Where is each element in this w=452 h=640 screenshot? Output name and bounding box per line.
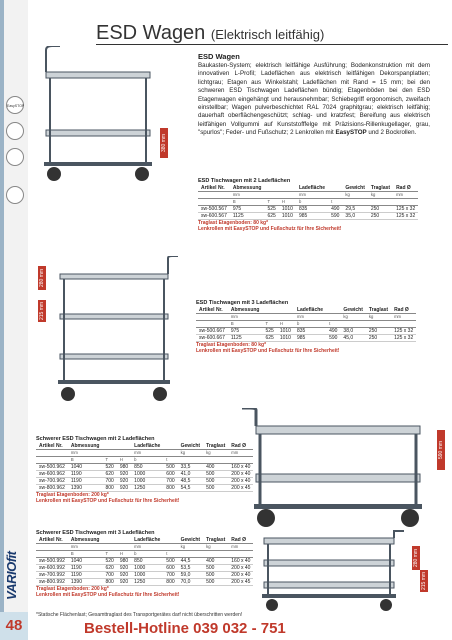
col-header: Gewicht bbox=[178, 537, 203, 544]
cell: 250 bbox=[368, 206, 393, 213]
table-subheader-row bbox=[198, 199, 418, 206]
cell: 520 bbox=[102, 464, 116, 471]
cell: 800 bbox=[163, 485, 177, 492]
cell: 920 bbox=[117, 565, 131, 572]
col-header: Traglast bbox=[203, 443, 228, 450]
table-row bbox=[36, 579, 253, 586]
product-image-cart-2 bbox=[54, 256, 184, 406]
description-tail: und 2 Bockrollen. bbox=[368, 129, 417, 137]
col-header: Traglast bbox=[366, 307, 391, 314]
unit-cell: mm bbox=[68, 544, 103, 551]
cell: 800 bbox=[102, 485, 116, 492]
cell: 625 bbox=[262, 335, 276, 342]
cell: 1125 bbox=[228, 335, 263, 342]
cell: 1010 bbox=[277, 328, 294, 335]
description-body: Baukasten-System; elektrisch leitfähige Ausführung; Bodenkonstruktion mit dem innovativen L-Profil; Ladeflächen aus elektrisch leitfähigen Dekorspanplatten; lichtgrau; Etagen aus Winkelstahl; Ladeflächen mit Rand = 15 mm; bei den schweren ESD Tischwagen Ladeflächen bündig; Etagenböden bei den ESD Etagenwagen eingehängt und herausnehmbar; Schiebegriff ergonomisch, zweifach einstellbar; Wagen pulverbeschichtet RAL 7024 graphitgrau; elektrisch leitfähig; dauerhaft oberflächengeschützt; schlag- und kratzfest; Bereifung aus elektrisch leitfähigen Vollgummi auf Kunststofffelge mit Präzisions-Rillenkugellager, grau, "spurlos"; Feder- und Fußschutz; 2 Lenkrollen mit bbox=[198, 62, 430, 137]
unit-cell bbox=[264, 192, 278, 199]
cell: 1000 bbox=[131, 471, 163, 478]
unit-cell: mm bbox=[296, 192, 328, 199]
cell: 41,0 bbox=[178, 471, 203, 478]
cell: 33,5 bbox=[178, 464, 203, 471]
cell: 250 bbox=[366, 335, 391, 342]
unit-cell bbox=[277, 314, 294, 321]
cell: 70,0 bbox=[178, 579, 203, 586]
table-units-row bbox=[198, 192, 418, 199]
col-header: Abmessung bbox=[68, 443, 103, 450]
cell-article: sw-500.667 bbox=[196, 328, 228, 335]
sub-cell: t bbox=[326, 321, 340, 328]
unit-cell: mm bbox=[131, 544, 163, 551]
cell: 1190 bbox=[68, 572, 103, 579]
col-header: Gewicht bbox=[340, 307, 365, 314]
cell: 850 bbox=[131, 464, 163, 471]
description-text bbox=[198, 62, 430, 138]
cell: 490 bbox=[326, 328, 340, 335]
sub-cell bbox=[196, 321, 228, 328]
unit-cell: kg bbox=[340, 314, 365, 321]
table-note: Lenkrollen mit EasySTOP und Fußschutz für Ihre Sicherheit! bbox=[198, 226, 342, 232]
cell-article: sw-800.992 bbox=[36, 579, 68, 586]
sub-cell: b bbox=[296, 199, 328, 206]
cell: 600 bbox=[163, 565, 177, 572]
table-row bbox=[198, 213, 418, 220]
cell: 625 bbox=[264, 213, 278, 220]
sub-cell: H bbox=[277, 321, 294, 328]
brand-logo: VARIOfit bbox=[4, 551, 19, 600]
page-title bbox=[96, 22, 324, 45]
unit-cell: kg bbox=[178, 450, 203, 457]
col-header: Ladefläche bbox=[131, 443, 163, 450]
sub-cell: H bbox=[117, 551, 131, 558]
cell: 1190 bbox=[68, 478, 103, 485]
col-header: Abmessung bbox=[230, 185, 265, 192]
cell: 48,5 bbox=[178, 478, 203, 485]
cell: 700 bbox=[163, 572, 177, 579]
order-hotline: Bestell-Hotline 039 032 - 751 bbox=[84, 620, 286, 637]
sub-cell: B bbox=[230, 199, 265, 206]
cell: 520 bbox=[102, 558, 116, 565]
table-note: Traglast Etagenboden: 80 kg* bbox=[198, 220, 269, 226]
cell-article: sw-600.567 bbox=[198, 213, 230, 220]
unit-cell: kg bbox=[203, 450, 228, 457]
cell: 985 bbox=[294, 335, 326, 342]
cell: 850 bbox=[131, 558, 163, 565]
sub-cell bbox=[178, 457, 203, 464]
spec-table bbox=[36, 537, 253, 586]
cell: 1390 bbox=[68, 485, 103, 492]
table-schwer-3 bbox=[36, 530, 253, 598]
product-image-cart-4 bbox=[250, 530, 410, 612]
table-row bbox=[36, 558, 253, 565]
cell: 620 bbox=[102, 565, 116, 572]
col-header: Ladefläche bbox=[131, 537, 163, 544]
table-units-row bbox=[36, 450, 253, 457]
dimension-label: 590 mm bbox=[437, 430, 445, 470]
sub-cell bbox=[198, 199, 230, 206]
table-subheader-row bbox=[196, 321, 416, 328]
cell: 525 bbox=[264, 206, 278, 213]
cell: 525 bbox=[262, 328, 276, 335]
cell: 920 bbox=[117, 485, 131, 492]
unit-cell bbox=[102, 450, 116, 457]
cell: 980 bbox=[117, 464, 131, 471]
sub-cell: B bbox=[68, 457, 103, 464]
unit-cell bbox=[279, 192, 296, 199]
product-image-cart-3 bbox=[236, 408, 436, 528]
cell: 1000 bbox=[131, 565, 163, 572]
unit-cell bbox=[36, 450, 68, 457]
table-row bbox=[36, 565, 253, 572]
cell: 1010 bbox=[277, 335, 294, 342]
cell-article: sw-600.992 bbox=[36, 565, 68, 572]
cell: 1190 bbox=[68, 471, 103, 478]
table-note: Traglast Etagenboden: 200 kg* bbox=[36, 492, 109, 498]
unit-cell: mm bbox=[68, 450, 103, 457]
cell: 500 bbox=[203, 565, 228, 572]
spec-table bbox=[198, 185, 418, 220]
table-row bbox=[36, 471, 253, 478]
unit-cell bbox=[36, 544, 68, 551]
table-row bbox=[36, 464, 253, 471]
cell: 38,0 bbox=[340, 328, 365, 335]
unit-cell bbox=[198, 192, 230, 199]
unit-cell: mm bbox=[391, 314, 416, 321]
cell: 29,5 bbox=[342, 206, 367, 213]
cell: 500 bbox=[163, 464, 177, 471]
table-schwer-2 bbox=[36, 436, 253, 504]
cell-article: sw-600.962 bbox=[36, 471, 68, 478]
sub-cell bbox=[342, 199, 367, 206]
product-image-cart-1 bbox=[38, 46, 158, 186]
dimension-label: 280 mm bbox=[38, 266, 46, 290]
dimension-label: 215 mm bbox=[39, 301, 45, 321]
cell: 200 x 40 bbox=[228, 478, 253, 485]
cart-2-shelves-drawing bbox=[38, 46, 158, 186]
unit-cell: mm bbox=[230, 192, 265, 199]
table-row bbox=[196, 328, 416, 335]
table-note: Lenkrollen mit EasySTOP und Fußschutz für Ihre Sicherheit! bbox=[196, 348, 340, 354]
heavy-cart-3-shelves-drawing bbox=[250, 530, 410, 612]
cell: 800 bbox=[102, 579, 116, 586]
cell: 920 bbox=[117, 471, 131, 478]
cell: 590 bbox=[326, 335, 340, 342]
cell: 980 bbox=[117, 558, 131, 565]
cell: 1000 bbox=[131, 572, 163, 579]
cell: 1010 bbox=[279, 206, 296, 213]
col-header: Traglast bbox=[203, 537, 228, 544]
table-title: ESD Tischwagen mit 2 Ladeflächen bbox=[198, 178, 291, 184]
table-note: Traglast Etagenboden: 80 kg* bbox=[196, 342, 267, 348]
dimension-label: 380 mm bbox=[160, 128, 168, 158]
unit-cell bbox=[326, 314, 340, 321]
sub-cell bbox=[203, 551, 228, 558]
cell: 1250 bbox=[131, 485, 163, 492]
cell: 500 bbox=[203, 485, 228, 492]
table-subheader-row bbox=[36, 457, 253, 464]
cell: 125 x 32 bbox=[391, 328, 416, 335]
sub-cell bbox=[366, 321, 391, 328]
col-header: Abmessung bbox=[228, 307, 263, 314]
col-header: Rad Ø bbox=[391, 307, 416, 314]
col-header: Rad Ø bbox=[393, 185, 418, 192]
puzzle-badge-icon bbox=[6, 186, 24, 204]
cell: 500 bbox=[203, 572, 228, 579]
cell: 490 bbox=[328, 206, 342, 213]
col-header: Artikel Nr. bbox=[198, 185, 230, 192]
sub-cell: b bbox=[131, 551, 163, 558]
cell: 125 x 32 bbox=[393, 206, 418, 213]
cell: 800 bbox=[163, 579, 177, 586]
unit-cell: kg bbox=[203, 544, 228, 551]
col-header: Ladefläche bbox=[296, 185, 328, 192]
cell: 500 bbox=[203, 478, 228, 485]
table-note: Lenkrollen mit EasySTOP und Fußschutz für Ihre Sicherheit! bbox=[36, 498, 180, 504]
table-row bbox=[196, 335, 416, 342]
cell-article: sw-500.962 bbox=[36, 464, 68, 471]
cell: 700 bbox=[102, 478, 116, 485]
unit-cell: kg bbox=[342, 192, 367, 199]
table-note: Traglast Etagenboden: 200 kg* bbox=[36, 586, 109, 592]
title-subtitle: (Elektrisch leitfähig) bbox=[210, 27, 325, 42]
table-row bbox=[36, 572, 253, 579]
table-units-row bbox=[196, 314, 416, 321]
unit-cell: mm bbox=[131, 450, 163, 457]
sub-cell bbox=[391, 321, 416, 328]
cell: 200 x 40 bbox=[228, 471, 253, 478]
cell: 160 x 40 bbox=[228, 464, 253, 471]
sub-cell: B bbox=[228, 321, 263, 328]
cell: 160 x 40 bbox=[228, 558, 253, 565]
table-note: Lenkrollen mit EasySTOP und Fußschutz für Ihre Sicherheit! bbox=[36, 592, 180, 598]
easystop-badge-icon: EasySTOP bbox=[6, 96, 24, 114]
cell-article: sw-700.992 bbox=[36, 572, 68, 579]
cell: 1190 bbox=[68, 565, 103, 572]
cell: 1390 bbox=[68, 579, 103, 586]
table-tischwagen-3 bbox=[196, 300, 416, 354]
cell: 54,5 bbox=[178, 485, 203, 492]
cell-article: sw-600.667 bbox=[196, 335, 228, 342]
cell: 920 bbox=[117, 572, 131, 579]
cell: 1250 bbox=[131, 579, 163, 586]
sub-cell bbox=[36, 457, 68, 464]
cell: 1010 bbox=[279, 213, 296, 220]
col-header: Gewicht bbox=[342, 185, 367, 192]
cell: 35,0 bbox=[342, 213, 367, 220]
col-header: Gewicht bbox=[178, 443, 203, 450]
description-heading: ESD Wagen bbox=[198, 52, 240, 61]
col-header: Abmessung bbox=[68, 537, 103, 544]
table-row bbox=[36, 478, 253, 485]
cell: 920 bbox=[117, 478, 131, 485]
sub-cell bbox=[368, 199, 393, 206]
cell: 400 bbox=[203, 558, 228, 565]
cell: 700 bbox=[102, 572, 116, 579]
table-row bbox=[198, 206, 418, 213]
col-header: Artikel Nr. bbox=[196, 307, 228, 314]
cell: 700 bbox=[163, 478, 177, 485]
cell: 400 bbox=[203, 464, 228, 471]
dimension-label: 280 mm bbox=[412, 546, 420, 570]
sub-cell: T bbox=[102, 457, 116, 464]
unit-cell: kg bbox=[178, 544, 203, 551]
unit-cell bbox=[328, 192, 342, 199]
sub-cell: B bbox=[68, 551, 103, 558]
unit-cell bbox=[117, 544, 131, 551]
unit-cell: mm bbox=[228, 314, 263, 321]
cart-3-shelves-drawing bbox=[54, 256, 184, 406]
cell: 1040 bbox=[68, 558, 103, 565]
cell: 200 x 45 bbox=[228, 579, 253, 586]
col-header: Traglast bbox=[368, 185, 393, 192]
cell: 500 bbox=[203, 579, 228, 586]
cell-article: sw-500.992 bbox=[36, 558, 68, 565]
col-header: Rad Ø bbox=[228, 443, 253, 450]
sub-cell: b bbox=[131, 457, 163, 464]
cell: 59,0 bbox=[178, 572, 203, 579]
unit-cell bbox=[196, 314, 228, 321]
cell: 1000 bbox=[131, 478, 163, 485]
cell: 975 bbox=[228, 328, 263, 335]
cell: 125 x 32 bbox=[393, 213, 418, 220]
cell: 500 bbox=[203, 471, 228, 478]
cell: 920 bbox=[117, 579, 131, 586]
sub-cell: T bbox=[264, 199, 278, 206]
gs-seal-icon bbox=[6, 122, 24, 140]
cell: 835 bbox=[296, 206, 328, 213]
cell: 200 x 40 bbox=[228, 572, 253, 579]
sub-cell: b bbox=[294, 321, 326, 328]
cell: 620 bbox=[102, 471, 116, 478]
col-header: Ladefläche bbox=[294, 307, 326, 314]
cell: 1040 bbox=[68, 464, 103, 471]
cell: 975 bbox=[230, 206, 265, 213]
footnote: *Statische Flächenlast; Gesamttraglast des Transportgerätes darf nicht überschritten werden! bbox=[36, 612, 243, 618]
table-subheader-row bbox=[36, 551, 253, 558]
sub-cell: t bbox=[163, 457, 177, 464]
col-header: Rad Ø bbox=[228, 537, 253, 544]
sub-cell: H bbox=[117, 457, 131, 464]
cell: 600 bbox=[163, 471, 177, 478]
spec-table bbox=[36, 443, 253, 492]
sub-cell bbox=[393, 199, 418, 206]
table-units-row bbox=[36, 544, 253, 551]
sub-cell bbox=[178, 551, 203, 558]
sub-cell: T bbox=[262, 321, 276, 328]
spec-table bbox=[196, 307, 416, 342]
cell: 45,0 bbox=[340, 335, 365, 342]
title-rule bbox=[96, 44, 448, 45]
unit-cell: mm bbox=[228, 450, 253, 457]
easystop-emphasis: EasySTOP bbox=[335, 129, 367, 137]
unit-cell bbox=[163, 544, 177, 551]
unit-cell: mm bbox=[393, 192, 418, 199]
cell: 500 bbox=[163, 558, 177, 565]
unit-cell: kg bbox=[368, 192, 393, 199]
sub-cell bbox=[340, 321, 365, 328]
sub-cell bbox=[203, 457, 228, 464]
unit-cell bbox=[102, 544, 116, 551]
cell: 44,5 bbox=[178, 558, 203, 565]
cell: 250 bbox=[366, 328, 391, 335]
sub-cell: T bbox=[102, 551, 116, 558]
cell: 590 bbox=[328, 213, 342, 220]
unit-cell bbox=[262, 314, 276, 321]
col-header: Artikel Nr. bbox=[36, 443, 68, 450]
cell: 200 x 45 bbox=[228, 485, 253, 492]
cell-article: sw-500.567 bbox=[198, 206, 230, 213]
cell: 1125 bbox=[230, 213, 265, 220]
esd-seal-icon bbox=[6, 148, 24, 166]
sub-cell: H bbox=[279, 199, 296, 206]
unit-cell: mm bbox=[228, 544, 253, 551]
sub-cell: t bbox=[328, 199, 342, 206]
heavy-cart-2-shelves-drawing bbox=[236, 408, 436, 528]
cell: 125 x 32 bbox=[391, 335, 416, 342]
table-title: Schwerer ESD Tischwagen mit 3 Ladeflächen bbox=[36, 530, 155, 536]
dimension-label: 215 mm bbox=[421, 571, 427, 591]
page-number: 48 bbox=[0, 612, 28, 640]
cell: 53,5 bbox=[178, 565, 203, 572]
sub-cell: t bbox=[163, 551, 177, 558]
unit-cell bbox=[117, 450, 131, 457]
sub-cell bbox=[36, 551, 68, 558]
col-header: Artikel Nr. bbox=[36, 537, 68, 544]
cell: 200 x 40 bbox=[228, 565, 253, 572]
table-title: Schwerer ESD Tischwagen mit 2 Ladeflächen bbox=[36, 436, 155, 442]
cell: 250 bbox=[368, 213, 393, 220]
unit-cell: kg bbox=[366, 314, 391, 321]
unit-cell: mm bbox=[294, 314, 326, 321]
table-row bbox=[36, 485, 253, 492]
table-title: ESD Tischwagen mit 3 Ladeflächen bbox=[196, 300, 289, 306]
title-main: ESD Wagen bbox=[96, 22, 206, 44]
cell-article: sw-800.962 bbox=[36, 485, 68, 492]
cell-article: sw-700.962 bbox=[36, 478, 68, 485]
cell: 985 bbox=[296, 213, 328, 220]
cell: 835 bbox=[294, 328, 326, 335]
unit-cell bbox=[163, 450, 177, 457]
table-tischwagen-2 bbox=[198, 178, 418, 232]
